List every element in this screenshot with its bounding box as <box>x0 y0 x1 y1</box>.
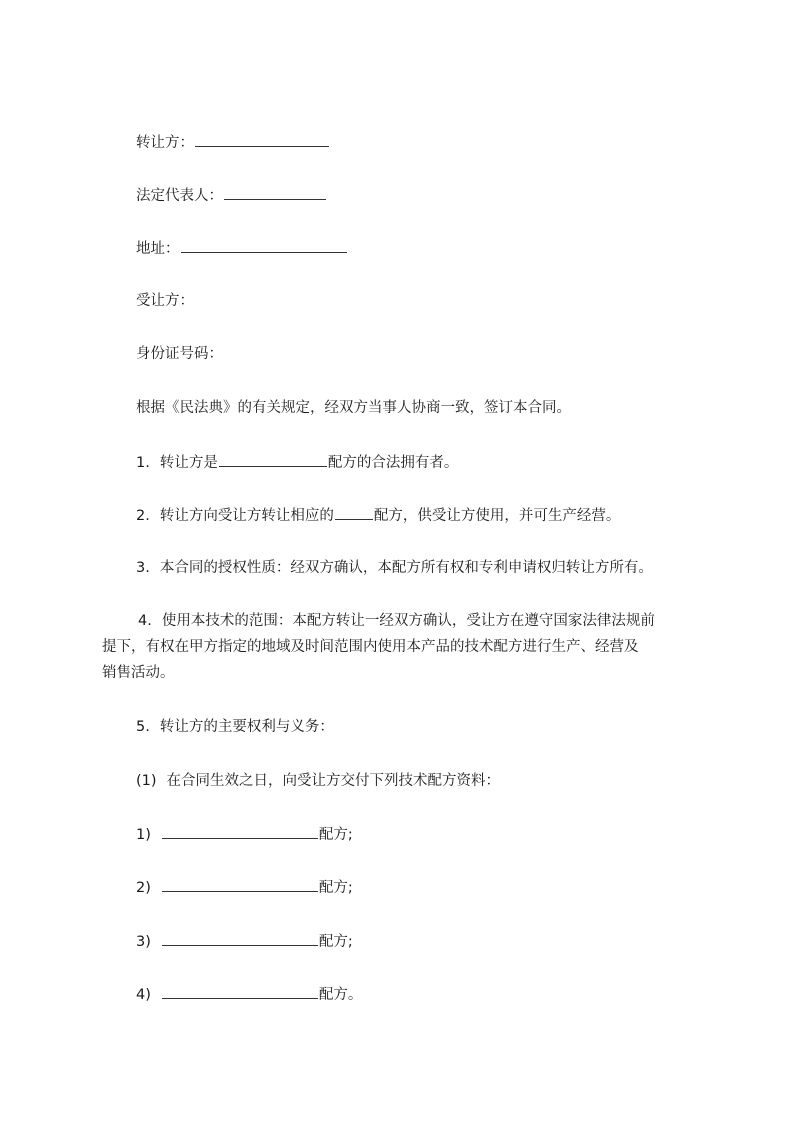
transferor-field <box>136 132 330 153</box>
list-item <box>136 931 353 952</box>
clause-number: 4. <box>138 613 152 629</box>
clause-number: 1. <box>136 455 150 471</box>
address-field <box>136 238 348 259</box>
item-suffix: 配方; <box>318 827 353 843</box>
clause-5 <box>136 717 334 737</box>
clause-text: 配方的合法拥有者。 <box>327 455 459 471</box>
clause-2 <box>136 505 620 526</box>
clause-text: 本合同的授权性质：经双方确认，本配方所有权和专利申请权归转让方所有。 <box>159 560 653 576</box>
item-blank[interactable] <box>162 984 318 999</box>
item-number: 4) <box>136 987 151 1003</box>
item-suffix: 配方; <box>318 934 353 950</box>
clause-number: 5. <box>136 719 150 735</box>
address-label: 地址： <box>136 241 180 257</box>
list-item <box>136 877 353 898</box>
clause-1 <box>136 452 458 473</box>
sub-clause-1 <box>136 771 500 791</box>
transferor-label: 转让方： <box>136 135 194 151</box>
clause-4-line-3: 销售活动。 <box>102 665 175 681</box>
clause-1-blank[interactable] <box>219 452 327 467</box>
id-number-label: 身份证号码： <box>136 346 223 362</box>
item-number: 1) <box>136 827 151 843</box>
clause-text: 使用本技术的范围：本配方转让一经双方确认，受让方在遵守国家法律法规前 <box>161 613 655 629</box>
address-blank[interactable] <box>181 238 347 253</box>
item-blank[interactable] <box>162 931 318 946</box>
list-item <box>136 984 362 1005</box>
item-blank[interactable] <box>162 824 318 839</box>
sub-clause-text: 在合同生效之日，向受让方交付下列技术配方资料： <box>166 773 501 789</box>
clause-text: 配方，供受让方使用，并可生产经营。 <box>373 508 621 524</box>
legal-rep-blank[interactable] <box>224 185 326 200</box>
item-number: 3) <box>136 934 151 950</box>
legal-rep-field <box>136 185 327 206</box>
clause-4-line-2: 提下，有权在甲方指定的地域及时间范围内使用本产品的技术配方进行生产、经营及 <box>102 639 639 655</box>
transferee-label: 受让方： <box>136 293 194 309</box>
sub-clause-number: (1) <box>136 773 157 789</box>
transferor-blank[interactable] <box>195 132 329 147</box>
transferee-field <box>136 291 194 311</box>
legal-rep-label: 法定代表人： <box>136 188 223 204</box>
clause-3 <box>136 558 653 578</box>
clause-number: 2. <box>136 508 150 524</box>
item-suffix: 配方; <box>318 880 353 896</box>
preamble: 根据《民法典》的有关规定，经双方当事人协商一致，签订本合同。 <box>136 400 571 416</box>
clause-text: 转让方是 <box>159 455 218 471</box>
clause-2-blank[interactable] <box>335 505 373 520</box>
list-item <box>136 824 353 845</box>
clause-text: 转让方的主要权利与义务： <box>159 719 334 735</box>
item-suffix: 配方。 <box>318 987 363 1003</box>
clause-4-line-1 <box>138 611 655 631</box>
item-blank[interactable] <box>162 877 318 892</box>
item-number: 2) <box>136 880 151 896</box>
clause-number: 3. <box>136 560 150 576</box>
clause-text: 转让方向受让方转让相应的 <box>159 508 334 524</box>
id-number-field <box>136 344 223 364</box>
